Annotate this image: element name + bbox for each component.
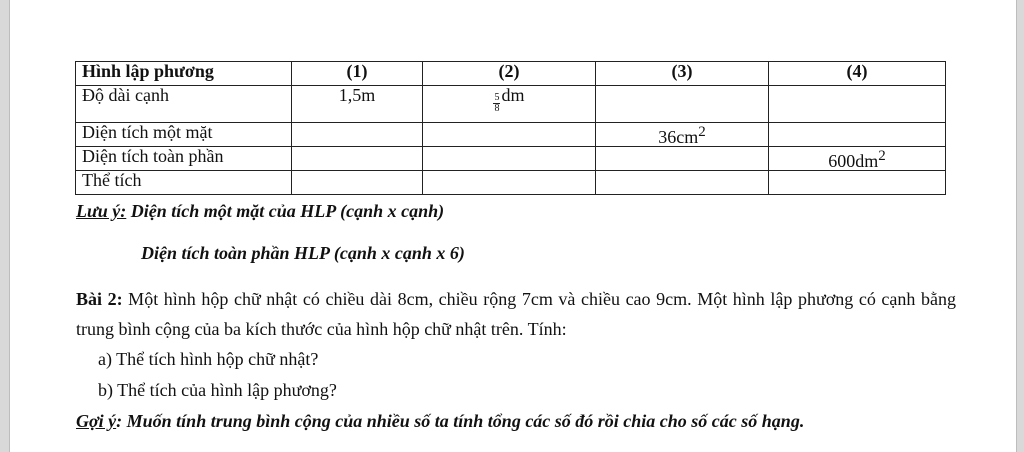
table-cell [423, 123, 596, 147]
cell-value: 600dm [828, 151, 879, 171]
document-page [9, 0, 1017, 452]
table-cell [769, 171, 946, 195]
hint-line [76, 411, 804, 432]
table-cell [596, 123, 769, 147]
fraction-denominator: 8 [494, 103, 500, 114]
hint-label: Gợi ý [76, 411, 117, 431]
table-header-row [76, 62, 946, 86]
fraction [493, 93, 500, 114]
exercise-item-a: a) Thể tích hình hộp chữ nhật? [98, 349, 319, 369]
table-row [76, 147, 946, 171]
table-cell [596, 147, 769, 171]
header-cell: (1) [292, 62, 423, 86]
row-label: Thể tích [76, 171, 292, 195]
header-cell: Hình lập phương [76, 62, 292, 86]
table-cell [423, 86, 596, 123]
exercise-paragraph [76, 284, 956, 344]
table-cell [423, 147, 596, 171]
unit: dm [501, 85, 525, 105]
header-cell: (4) [769, 62, 946, 86]
table-cell: 1,5m [292, 86, 423, 123]
note-line-2: Diện tích toàn phần HLP (cạnh x cạnh x 6) [141, 243, 465, 263]
note-label: Lưu ý: [76, 201, 127, 221]
row-label: Diện tích toàn phần [76, 147, 292, 171]
header-cell: (3) [596, 62, 769, 86]
note-line-1 [76, 201, 444, 222]
header-cell: (2) [423, 62, 596, 86]
hint-text: : Muốn tính trung bình cộng của nhiều số ta tính tổng các số đó rồi chia cho số các số hạng. [116, 411, 805, 431]
exercise-label: Bài 2: [76, 289, 123, 309]
superscript: 2 [878, 148, 886, 164]
exercise-text: Một hình hộp chữ nhật có chiều dài 8cm, chiều rộng 7cm và chiều cao 9cm. Một hình lập phương có cạnh bằng trung bình cộng của ba kích thước của hình hộp chữ nhật trên. Tính: [76, 289, 956, 339]
superscript: 2 [698, 124, 706, 140]
note-text: Diện tích một mặt của HLP (cạnh x cạnh) [126, 201, 445, 221]
table-cell [292, 147, 423, 171]
table-cell [292, 171, 423, 195]
table-cell [769, 123, 946, 147]
cube-table [75, 61, 946, 195]
table-cell [292, 123, 423, 147]
table-row [76, 86, 946, 123]
row-label: Độ dài cạnh [76, 86, 292, 123]
table-cell [769, 86, 946, 123]
row-label: Diện tích một mặt [76, 123, 292, 147]
table-row [76, 123, 946, 147]
table-cell [423, 171, 596, 195]
fraction-numerator: 5 [494, 92, 500, 103]
cell-value: 36cm [658, 127, 699, 147]
table-cell [596, 86, 769, 123]
exercise-item-b: b) Thể tích của hình lập phương? [98, 380, 337, 400]
table-cell [769, 147, 946, 171]
table-row [76, 171, 946, 195]
table-cell [596, 171, 769, 195]
